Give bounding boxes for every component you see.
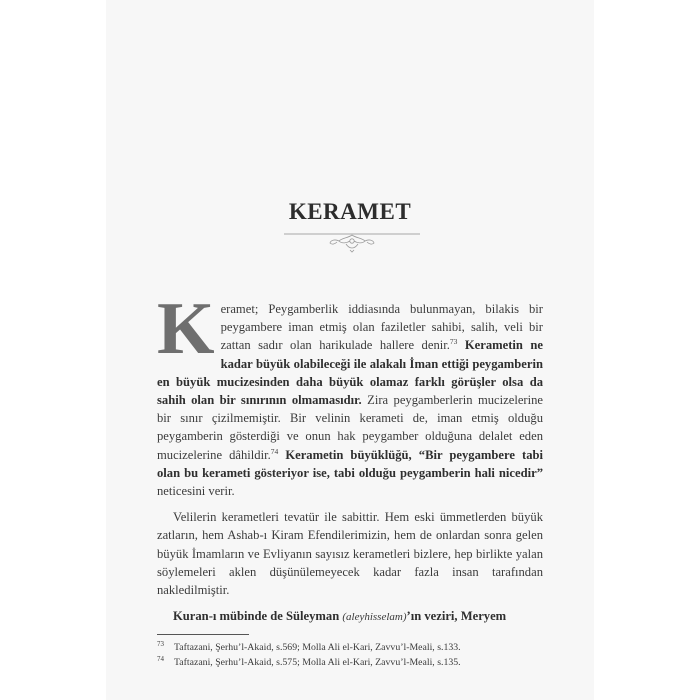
paragraph-1-text: eramet; Peygamberlik iddiasında bulunmayan, bilakis bir peygambere iman etmiş olan faziletler sahibi, salih, veli bir zattan sadır olan harikulade hallere denir. (220, 302, 543, 353)
floral-divider-icon (284, 228, 420, 254)
footnote-ref-74[interactable]: 74 (270, 446, 279, 456)
footnote-divider (157, 634, 249, 635)
paragraph-3-bold-b: ’ın veziri, Meryem (406, 609, 507, 624)
paragraph-2: Velilerin kerametleri tevatür ile sabittir. Hem eski ümmetlerden büyük zatların, hem Ashab-ı Kiram Efendilerimizin, hem de onlardan sonra gelen büyük İmamların ve Evliyanın sayısız kerametleri bizlere, hep birlikte yalan söylemeleri aklen düşünülemeyecek kadar fazla insan tarafından nakledilmiştir. (157, 510, 543, 598)
footnote-ref-73[interactable]: 73 (449, 337, 458, 347)
footnote-text: Taftazani, Şerhu’l-Akaid, s.575; Molla Ali el-Kari, Zavvu’l-Meali, s.135. (174, 657, 461, 668)
paragraph-1-text-2: Zira peygamberlerin mucizelerine bir sınır çizilmemiştir. Bir velinin kerameti de, iman etmiş olduğu peygamberin gösterdiği ve onun hak peygamber olduğuna delalet eden mucizelerine dâhildir. (157, 393, 543, 462)
chapter-title: KERAMET (288, 199, 412, 224)
footnote-number: 74 (157, 655, 164, 663)
footnote-text: Taftazani, Şerhu’l-Akaid, s.569; Molla Ali el-Kari, Zavvu’l-Meali, s.133. (174, 642, 461, 653)
footnote-74 (157, 655, 547, 670)
paragraph-3-italic: (aleyhisselam) (342, 611, 407, 624)
footnotes (157, 640, 547, 670)
paragraph-1-text-3: neticesini verir. (157, 484, 235, 499)
footnote-number: 73 (157, 640, 164, 648)
paragraph-1-bold-1: Kerametin ne kadar büyük olabileceği ile alakalı İman ettiği peygamberin en büyük mucizesinden daha büyük olamaz farklı görüşler olsa da sahih olan bir sınırının olmamasıdır. (157, 338, 543, 408)
drop-cap: K (157, 288, 215, 370)
paragraph-3-bold-a: Kuran-ı mübinde de Süleyman (173, 609, 340, 624)
footnote-73 (157, 640, 547, 655)
body-text (157, 288, 543, 626)
paragraph-1-bold-2: Kerametin büyüklüğü, “Bir peygambere tabi olan bu kerameti gösteriyor ise, tabi olduğu peygamberin hali nicedir” (157, 447, 543, 480)
paragraph-1 (157, 288, 543, 500)
paragraph-3 (157, 607, 543, 626)
book-page (106, 0, 594, 700)
